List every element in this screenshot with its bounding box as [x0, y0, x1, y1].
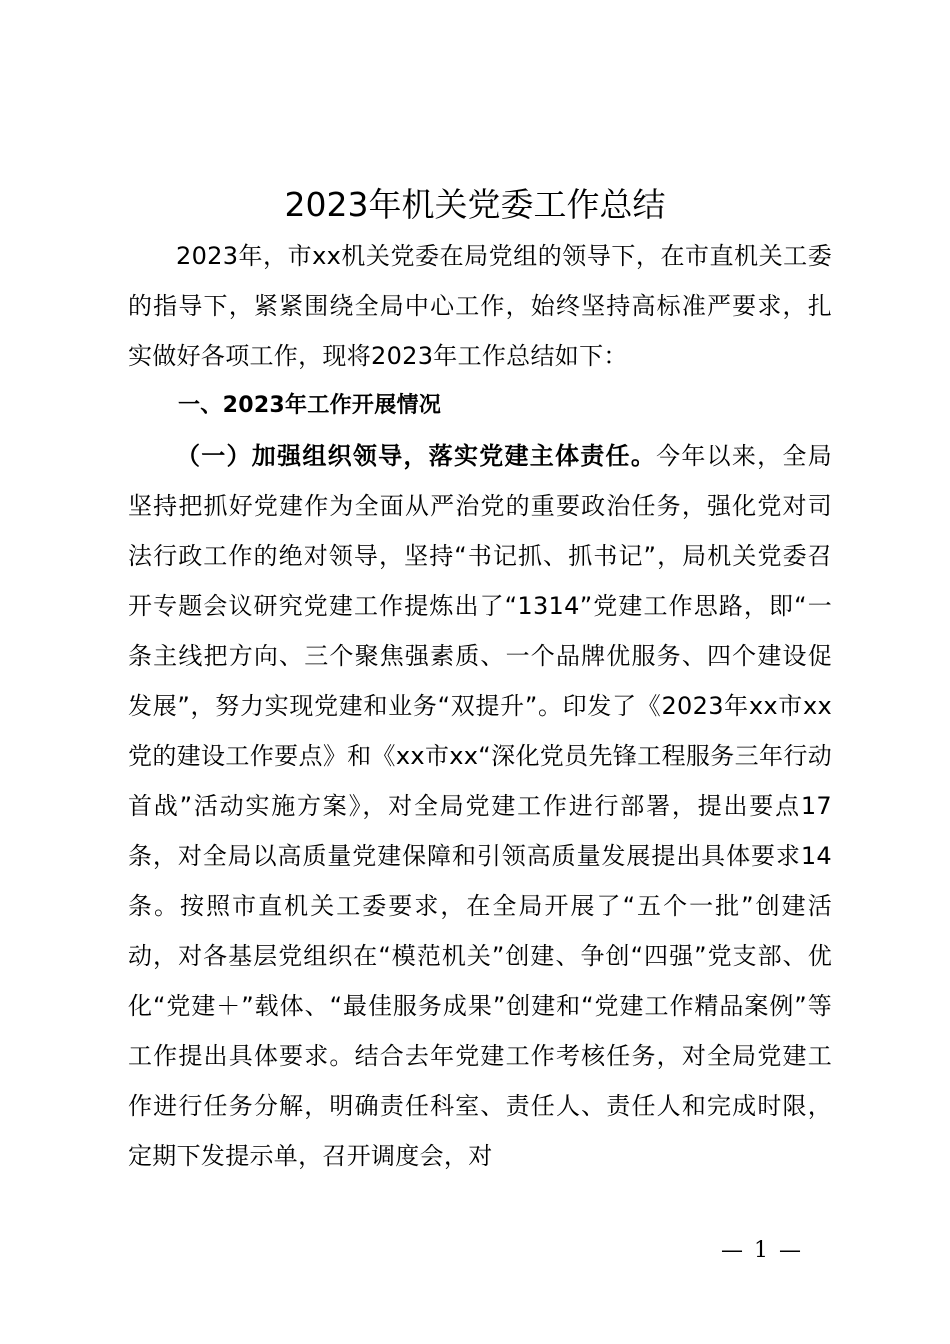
intro-paragraph: 2023年，市xx机关党委在局党组的领导下，在市直机关工委的指导下，紧紧围绕全局中心工作，始终坚持高标准严要求，扎实做好各项工作，现将2023年工作总结如下：	[128, 242, 832, 370]
page-number: — 1 —	[721, 1238, 803, 1263]
section-heading: 一、2023年工作开展情况	[178, 393, 442, 418]
document-title: 2023年机关党委工作总结	[284, 185, 666, 224]
body-text: 今年以来，全局坚持把抓好党建作为全面从严治党的重要政治任务，强化党对司法行政工作的绝对领导，坚持“书记抓、抓书记”，局机关党委召开专题会议研究党建工作提炼出了“1314”党建工作思路，即“一条主线把方向、三个聚焦强素质、一个品牌优服务、四个建设促发展”，努力实现党建和业务“双提升”。印发了《2023年xx市xx党的建设工作要点》和《xx市xx“深化党员先锋工程服务三年行动首战”活动实施方案》，对全局党建工作进行部署，提出要点17条，对全局以高质量党建保障和引领高质量发展提出具体要求14条。按照市直机关工委要求，在全局开展了“五个一批”创建活动，对各基层党组织在“模范机关”创建、争创“四强”党支部、优化“党建＋”载体、“最佳服务成果”创建和“党建工作精品案例”等工作提出具体要求。结合去年党建工作考核任务，对全局党建工作进行任务分解，明确责任科室、责任人、责任人和完成时限，定期下发提示单，召开调度会，对	[128, 442, 832, 1170]
document-body	[128, 231, 832, 1181]
body-paragraph	[128, 431, 832, 1181]
sub-heading: （一）加强组织领导，落实党建主体责任。	[176, 442, 657, 470]
